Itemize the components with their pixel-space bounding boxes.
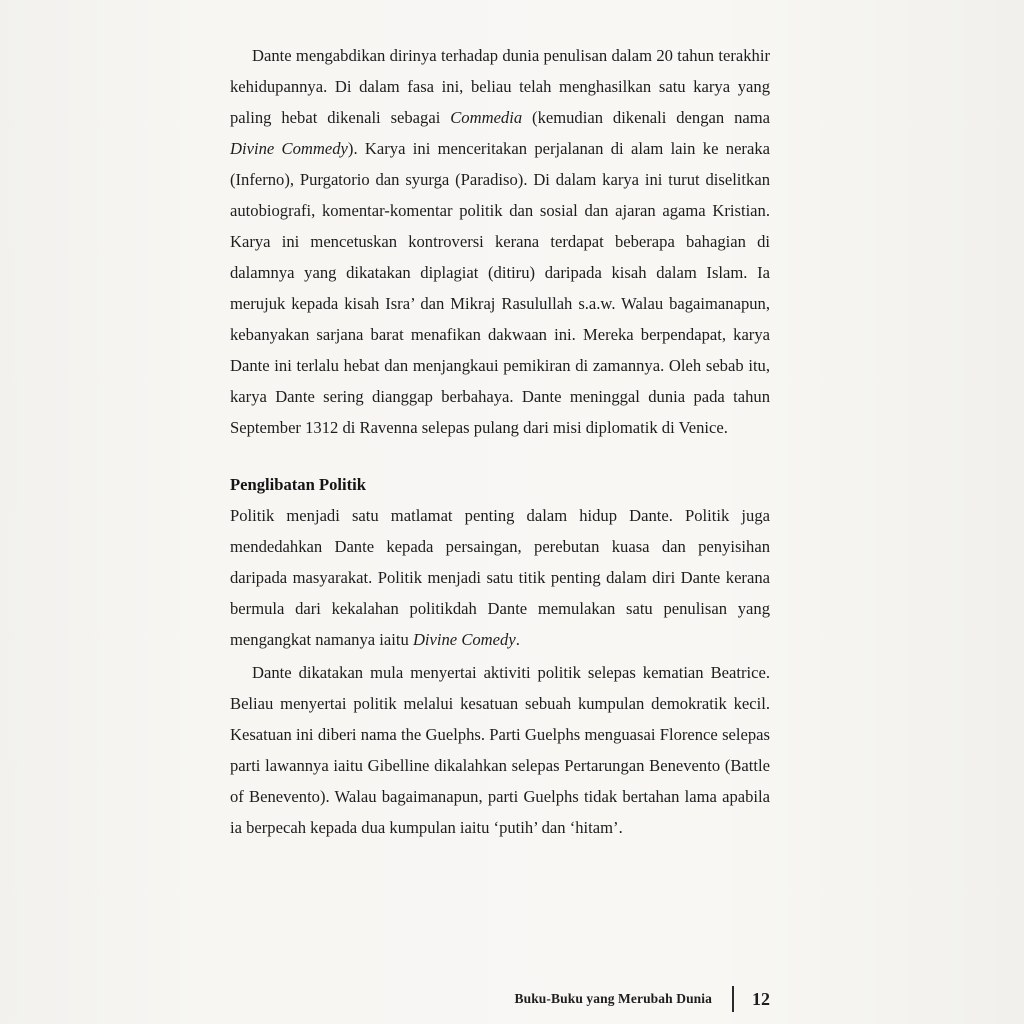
running-footer-title: Buku-Buku yang Merubah Dunia [514, 991, 712, 1006]
paragraph-text: ). Karya ini menceritakan perjalanan di alam lain ke neraka (Inferno), Purgatorio dan syurga (Paradiso). Di dalam karya ini turut diselitkan autobiografi, komentar-komentar politik dan sosial dan ajaran agama Kristian. Karya ini mencetuskan kontroversi kerana terdapat beberapa bahagian di dalamnya yang dikatakan diplagiat (ditiru) daripada kisah dalam Islam. Ia merujuk kepada kisah Isra’ dan Mikraj Rasulullah s.a.w. Walau bagaimanapun, kebanyakan sarjana barat menafikan dakwaan ini. Mereka berpendapat, karya Dante ini terlalu hebat dan menjangkaui pemikiran di zamannya. Oleh sebab itu, karya Dante sering dianggap berbahaya. Dante meninggal dunia pada tahun September 1312 di Ravenna selepas pulang dari misi diplomatik di Venice. [230, 139, 770, 437]
paragraph-text: Dante mengabdikan dirinya terhadap dunia penulisan dalam 20 tahun terakhir kehidupannya. Di dalam fasa ini, beliau telah menghasilkan satu karya yang paling hebat dikenali sebagai [230, 46, 770, 127]
page-number: 12 [752, 988, 770, 1009]
paragraph-politics-intro [230, 500, 770, 655]
paragraph-guelphs: Dante dikatakan mula menyertai aktiviti politik selepas kematian Beatrice. Beliau menyertai politik melalui kesatuan sebuah kumpulan demokratik kecil. Kesatuan ini diberi nama the Guelphs. Parti Guelphs menguasai Florence selepas parti lawannya iaitu Gibelline dikalahkan selepas Pertarungan Benevento (Battle of Benevento). Walau bagaimanapun, parti Guelphs tidak bertahan lama apabila ia berpecah kepada dua kumpulan iaitu ‘putih’ dan ‘hitam’. [230, 663, 770, 837]
italic-title-divine-comedy: Divine Comedy [412, 630, 516, 649]
paragraph-dante-writing [230, 40, 770, 443]
page-footer [514, 986, 770, 1012]
paragraph-text: (kemudian dikenali dengan nama [522, 108, 771, 127]
italic-title-commedia: Commedia [450, 108, 523, 127]
footer-divider [732, 986, 734, 1012]
section-heading: Penglibatan Politik [230, 475, 366, 494]
page-body [230, 40, 770, 843]
paragraph-text: . [515, 630, 520, 649]
italic-title-divine-commedy: Divine Commedy [230, 139, 348, 158]
paragraph-text: Politik menjadi satu matlamat penting dalam hidup Dante. Politik juga mendedahkan Dante kepada persaingan, perebutan kuasa dan penyisihan daripada masyarakat. Politik menjadi satu titik penting dalam diri Dante kerana bermula dari kekalahan politikdah Dante memulakan satu penulisan yang mengangkat namanya iaitu [230, 506, 770, 649]
